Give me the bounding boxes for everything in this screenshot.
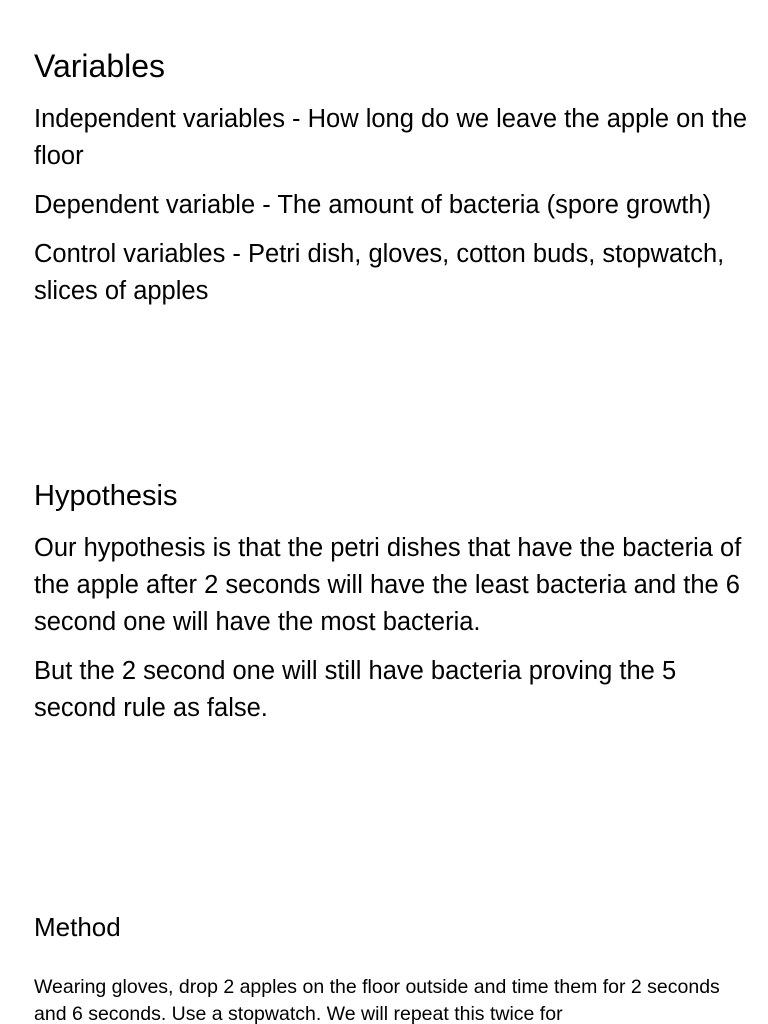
independent-variable-text: Independent variables - How long do we leave the apple on the floor <box>34 105 748 170</box>
method-section <box>34 908 748 1024</box>
control-variables-text: Control variables - Petri dish, gloves, cotton buds, stopwatch, slices of apples <box>34 240 725 305</box>
hypothesis-section <box>34 476 748 727</box>
method-paragraph-1: Wearing gloves, drop 2 apples on the floor outside and time them for 2 seconds and 6 seconds. Use a stopwatch. We will repeat this twice for <box>34 976 720 1024</box>
hypothesis-paragraph-1: Our hypothesis is that the petri dishes that have the bacteria of the apple after 2 seconds will have the least bacteria and the 6 second one will have the most bacteria. <box>34 534 742 636</box>
hypothesis-paragraph-2: But the 2 second one will still have bacteria proving the 5 second rule as false. <box>34 657 677 722</box>
hypothesis-heading: Hypothesis <box>34 480 178 512</box>
variables-section <box>34 44 748 310</box>
method-heading: Method <box>34 912 121 942</box>
dependent-variable-text: Dependent variable - The amount of bacteria (spore growth) <box>34 191 712 219</box>
variables-heading: Variables <box>34 48 166 84</box>
